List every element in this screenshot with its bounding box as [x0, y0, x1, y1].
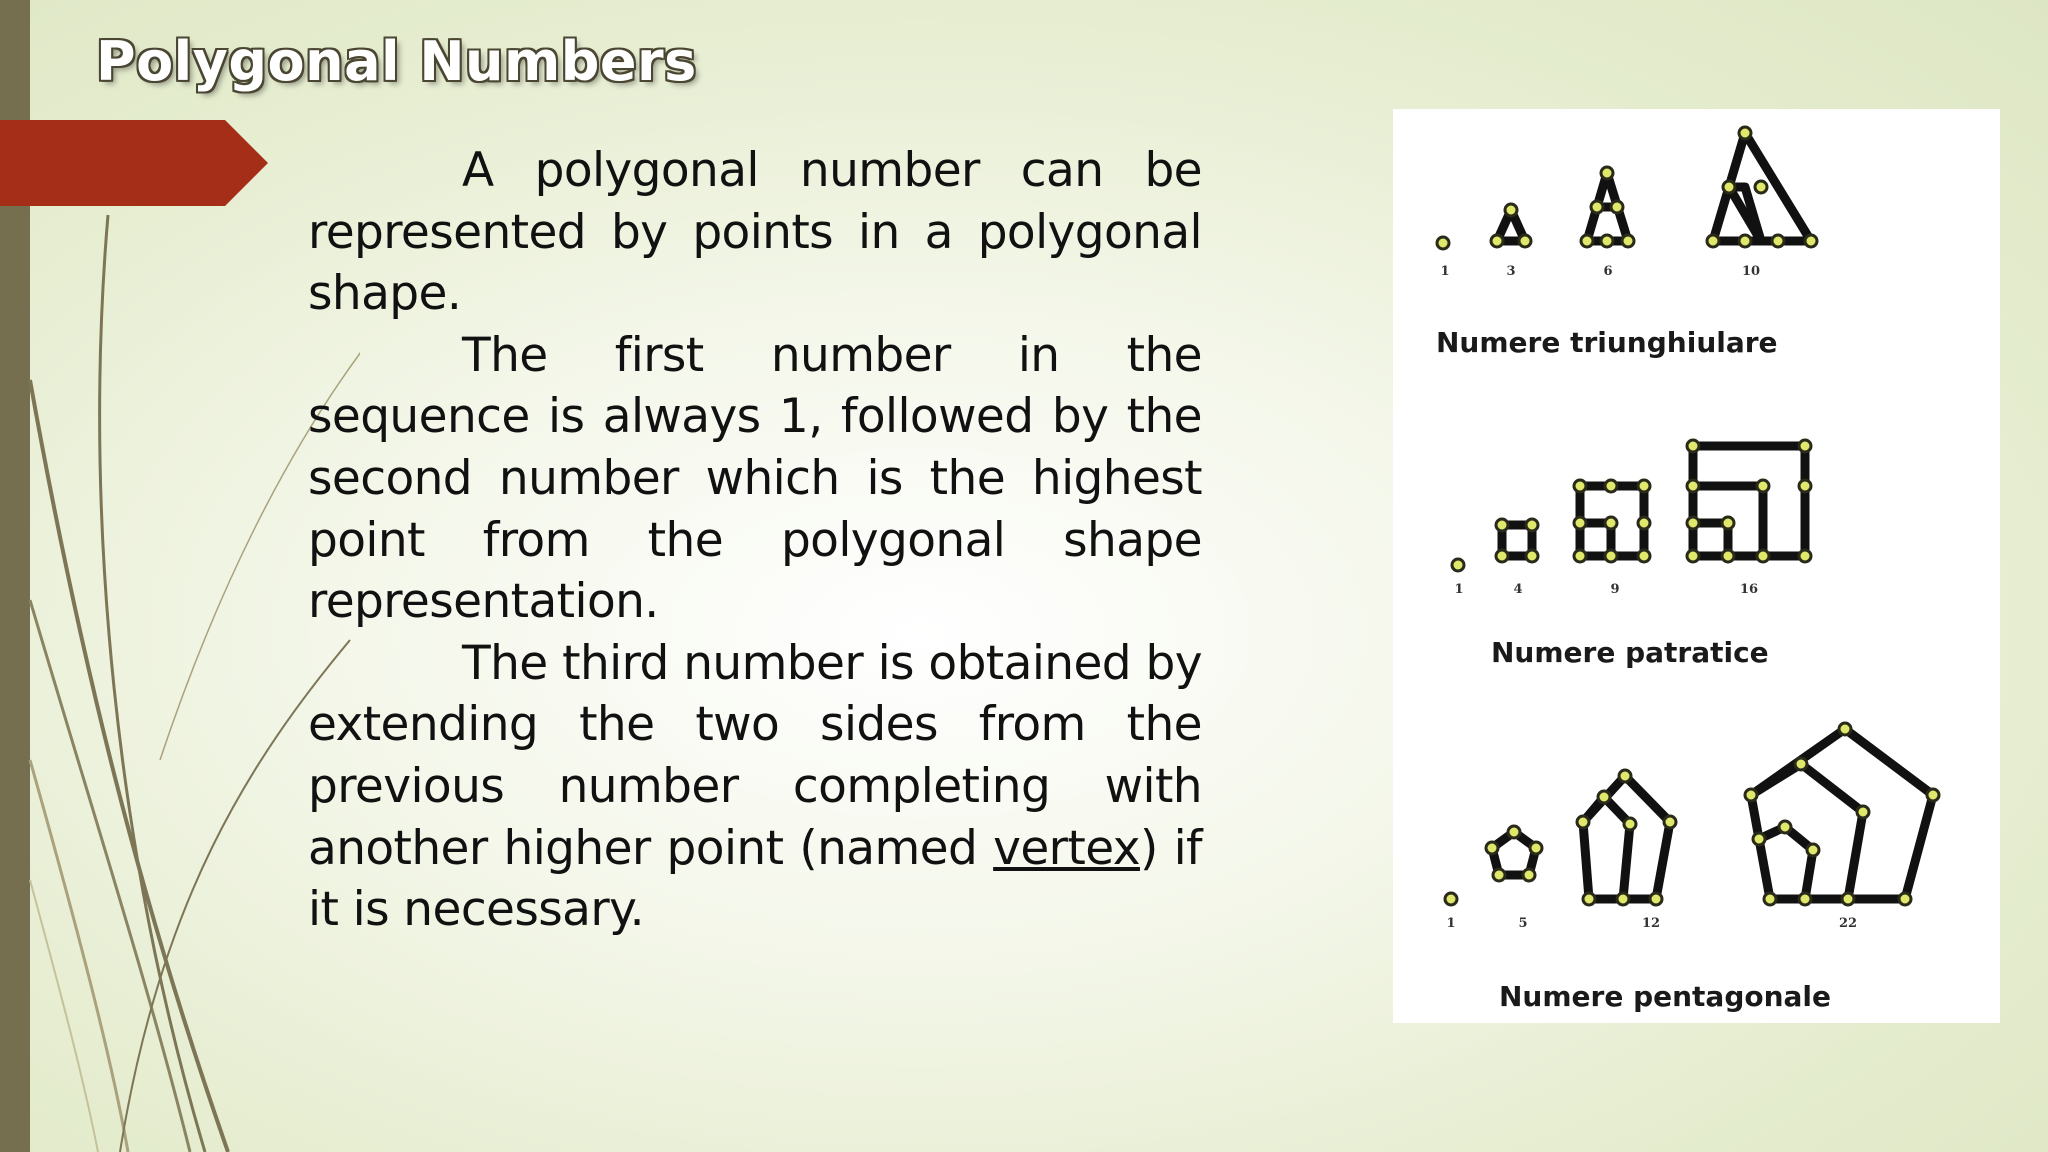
paragraph-2: The first number in the sequence is always 1, followed by the second number which is the highest point from the polygonal shape representation. [308, 327, 1202, 630]
slide-title: Polygonal Numbers [96, 30, 697, 93]
polygonal-numbers-figure [1393, 109, 2000, 1023]
paragraph-3 [308, 633, 1202, 941]
paragraph-3-text-before: The third number is obtained by extending the two sides from the previous number completing with another higher point (named [308, 635, 1202, 876]
paragraph-3-text-after: ) if it is necessary. [308, 820, 1203, 938]
triangular-number-10: 10 [1741, 264, 1761, 279]
square-number-9: 9 [1610, 582, 1620, 597]
triangular-caption: Numere triunghiulare [1436, 326, 1778, 359]
triangular-number-6: 6 [1603, 264, 1613, 279]
pentagonal-number-12: 12 [1641, 916, 1661, 931]
paragraph-1: A polygonal number can be represented by points in a polygonal shape. [308, 143, 1202, 322]
square-shape-16 [1693, 446, 1805, 556]
square-number-1: 1 [1454, 582, 1464, 597]
slide-body [308, 140, 1202, 941]
pentagonal-number-5: 5 [1518, 916, 1528, 931]
triangular-number-3: 3 [1506, 264, 1516, 279]
pentagonal-number-22: 22 [1838, 916, 1858, 931]
pentagonal-number-1: 1 [1446, 916, 1456, 931]
pentagon-shape-22 [1751, 729, 1933, 899]
triangular-number-1: 1 [1440, 264, 1450, 279]
square-caption: Numere patratice [1491, 636, 1769, 669]
red-arrow-tab [0, 120, 270, 206]
pentagonal-caption: Numere pentagonale [1499, 980, 1832, 1013]
square-number-4: 4 [1513, 582, 1523, 597]
polygonal-figure-svg [1393, 109, 2000, 1023]
vertex-link[interactable]: vertex [993, 820, 1140, 876]
square-number-16: 16 [1739, 582, 1759, 597]
